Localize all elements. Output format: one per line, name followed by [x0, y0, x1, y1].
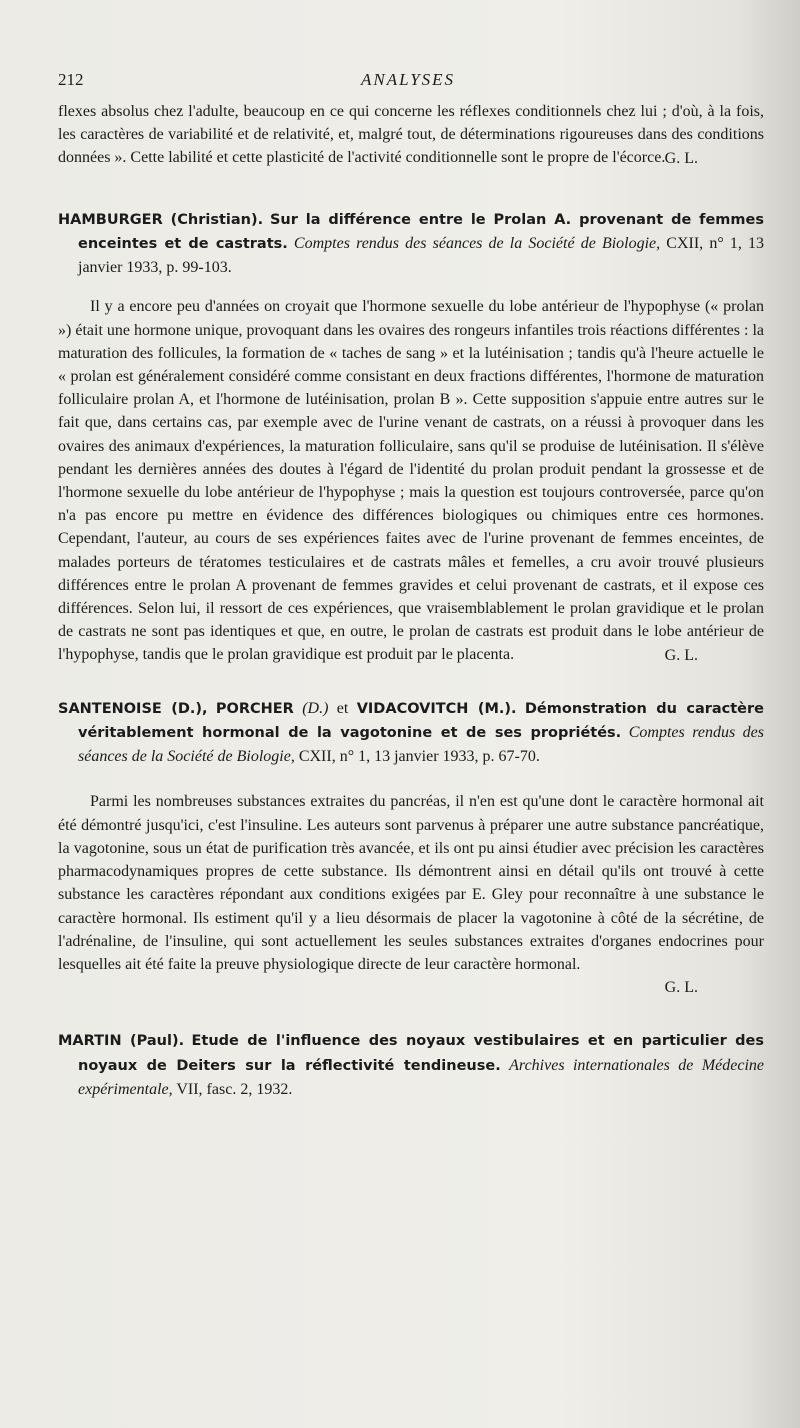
citation-title: Etude de l'influence des noyaux vestibulaires et en particulier des noyaux de Deiters sur la réflectivité tendineuse.	[78, 1033, 765, 1074]
abstract-body: Parmi les nombreuses substances extraites du pancréas, il n'en est qu'une dont le caractère hormonal ait été démontré jusqu'ici, c'est l'insuline. Les auteurs sont parvenus à préparer une autre substance pancréatique, la vagotonine, sous un état de purification très avancée, et ils ont pu ainsi étudier avec précision les caractères pharmacodynamiques propres de cette substance. Ils démontrent ainsi en détail qu'ils ont trouvé à cette substance les caractères répondant aux conditions exigées par E. Gley pour reconnaître à une substance le caractère hormonal. Ils estiment qu'il y a lieu désormais de placer la vagotonine à côté de la sécrétine, de l'adrénaline, de l'insuline, qui sont actuellement les seules substances extraites d'organes endocrines pour lesquelles ait été faite la preuve physiologique directe de leur caractère hormonal.	[58, 793, 764, 973]
citation-reference: VII, fasc. 2, 1932.	[176, 1080, 293, 1098]
abstract-entry-martin	[58, 1029, 764, 1101]
citation-header	[58, 208, 764, 280]
citation-title: Sur la différence entre le Prolan A. provenant de femmes enceintes et de castrats.	[78, 211, 764, 253]
citation-header	[58, 697, 764, 769]
page-content	[58, 100, 764, 1101]
running-head: ANALYSES	[360, 70, 456, 89]
citation-author: HAMBURGER (Christian).	[58, 211, 264, 228]
citation-author-initial: (D.)	[302, 699, 329, 717]
page-header	[58, 70, 758, 94]
citation-author: MARTIN (Paul).	[58, 1033, 185, 1050]
signature: G. L.	[664, 979, 698, 997]
page-number: 212	[58, 70, 84, 89]
citation-journal: Comptes rendus des séances de la Société de Biologie,	[78, 724, 765, 766]
citation-title: Démonstration du caractère véritablement hormonal de la vagotonine et de ses propriétés.	[78, 700, 765, 742]
continuation-paragraph: flexes absolus chez l'adulte, beaucoup en ce qui concerne les réflexes conditionnels chez lui ; d'où, à la fois, les caractères de variabilité et de relativité, et, malgré tout, de déterminations rigoureuses dans des conditions données ». Cette labilité et cette plasticité de l'activité conditionnelle sont le propre de l'écorce.	[58, 103, 764, 167]
citation-reference: CXII, n° 1, 13 janvier 1933, p. 99-103.	[78, 235, 764, 277]
citation-reference: CXII, n° 1, 13 janvier 1933, p. 67-70.	[298, 748, 540, 766]
citation-author: VIDACOVITCH (M.).	[356, 700, 517, 717]
citation-journal: Archives internationales de Médecine expérimentale,	[78, 1056, 765, 1098]
citation-journal: Comptes rendus des séances de la Société de Biologie,	[293, 235, 661, 253]
abstract-entry-santenoise	[58, 697, 764, 999]
abstract-body: Il y a encore peu d'années on croyait que l'hormone sexuelle du lobe antérieur de l'hypophyse (« prolan ») était une hormone unique, provoquant dans les ovaires des rongeurs infantiles trois réactions différentes : la maturation des follicules, la formation de « taches de sang » et la lutéinisation ; tandis qu'à l'heure actuelle le « prolan est généralement considéré comme consistant en deux fractions différentes, l'hormone de maturation folliculaire prolan A, et l'hormone de lutéinisation, prolan B ». Cette supposition s'appuie entre autres sur le fait que, dans certains cas, par exemple avec de l'urine venant de castrats, on a réussi à provoquer dans les ovaires des animaux d'expériences, la maturation folliculaire, sans qu'il se produise de lutéinisation. Il s'élève pendant les dernières années des doutes à l'égard de l'identité du prolan produit pendant la grossesse et de l'hormone sexuelle du lobe antérieur de l'hypophyse ; mais la question est toujours controversée, parce qu'on n'a pas encore pu mettre en évidence des différences biologiques ou chimiques entre ces hormones. Cependant, l'auteur, au cours de ses expériences faites avec de l'urine provenant de femmes enceintes, de malades porteurs de tératomes testiculaires et de castrats mâles et femelles, a cru avoir trouvé plusieurs différences entre le prolan A provenant de femmes gravides et celui provenant de castrats, et il expose ces différences. Selon lui, il ressort de ces expériences, que vraisemblablement le prolan gravidique et le prolan de castrats ne sont pas identiques et que, en outre, le prolan de castrats est produit dans le lobe antérieur de l'hypophyse, tandis que le prolan gravidique est produit par le placenta.	[58, 298, 764, 664]
signature: G. L.	[664, 149, 698, 167]
citation-author: PORCHER	[215, 700, 294, 717]
abstract-entry-hamburger	[58, 208, 764, 667]
signature: G. L.	[664, 646, 698, 664]
citation-connector: et	[336, 699, 349, 717]
citation-author: SANTENOISE (D.),	[58, 700, 208, 717]
citation-header	[58, 1029, 764, 1101]
